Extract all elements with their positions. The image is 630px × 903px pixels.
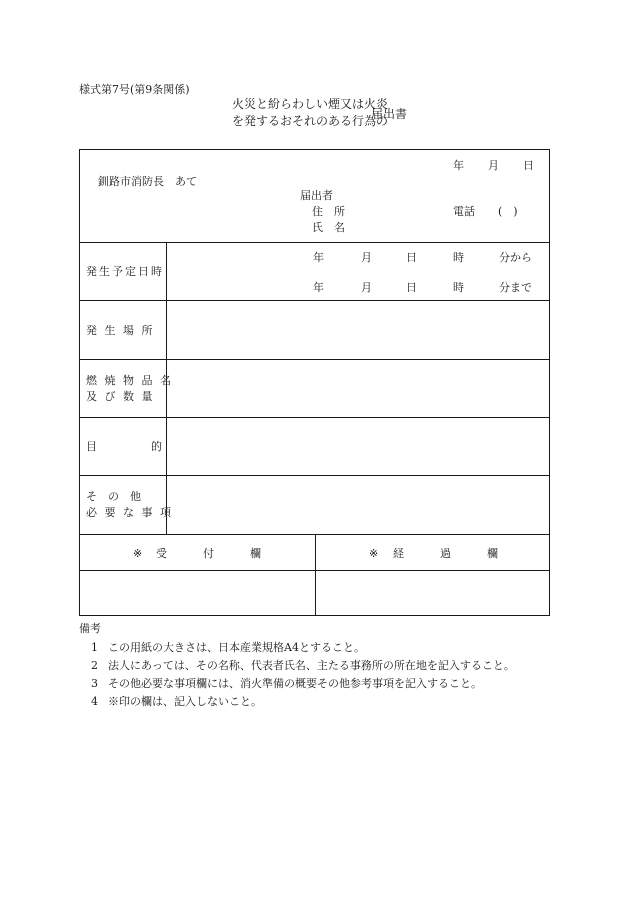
note-text: 法人にあっては、その名称、代表者氏名、主たる事務所の所在地を記入すること。 xyxy=(108,659,515,672)
name-label: 氏 名 xyxy=(312,221,345,234)
location-label: 発 生 場 所 xyxy=(86,324,155,337)
schedule-label: 発生予定日時 xyxy=(86,265,164,278)
divider xyxy=(80,300,549,301)
form-title-line2: を発するおそれのある行為の xyxy=(232,114,389,128)
form-title-suffix: 届出書 xyxy=(371,107,408,121)
progress-char-3: 欄 xyxy=(487,547,498,560)
divider xyxy=(166,242,167,534)
schedule-from-year: 年 xyxy=(313,251,324,264)
reception-char-1: 受 xyxy=(156,547,167,560)
schedule-to-month: 月 xyxy=(361,281,372,294)
progress-mark: ※ xyxy=(369,547,379,560)
reception-char-3: 欄 xyxy=(250,547,261,560)
purpose-label-b: 的 xyxy=(151,440,162,453)
divider xyxy=(80,475,549,476)
note-number: 4 xyxy=(91,695,98,708)
purpose-label-a: 目 xyxy=(86,440,97,453)
note-number: 2 xyxy=(91,659,98,672)
other-label-line2: 必 要 な 事 項 xyxy=(86,506,173,519)
schedule-to-day: 日 xyxy=(406,281,417,294)
schedule-from-day: 日 xyxy=(406,251,417,264)
note-text: その他必要な事項欄には、消火準備の概要その他参考事項を記入すること。 xyxy=(108,677,482,690)
note-text: この用紙の大きさは、日本産業規格A4とすること。 xyxy=(108,641,365,654)
form-number: 様式第7号(第9条関係) xyxy=(79,83,190,96)
schedule-to-minute: 分まで xyxy=(499,281,532,294)
header-year: 年 xyxy=(453,159,464,172)
progress-char-2: 過 xyxy=(440,547,451,560)
schedule-from-minute: 分から xyxy=(499,251,532,264)
items-label-line1: 燃 焼 物 品 名 xyxy=(86,374,173,387)
progress-char-1: 経 xyxy=(393,547,404,560)
items-label-line2: 及 び 数 量 xyxy=(86,390,155,403)
schedule-from-month: 月 xyxy=(361,251,372,264)
phone-parens: ( ) xyxy=(498,205,518,218)
form-title-line1: 火災と紛らわしい煙又は火炎 xyxy=(232,97,389,111)
divider xyxy=(80,242,549,243)
addressee: 釧路市消防長 あて xyxy=(98,175,197,188)
schedule-to-hour: 時 xyxy=(453,281,464,294)
schedule-to-year: 年 xyxy=(313,281,324,294)
divider xyxy=(80,417,549,418)
schedule-from-hour: 時 xyxy=(453,251,464,264)
divider xyxy=(80,359,549,360)
divider xyxy=(315,534,316,616)
notifier-label: 届出者 xyxy=(300,189,333,202)
phone-label: 電話 xyxy=(453,205,475,218)
notes-heading: 備考 xyxy=(79,622,101,635)
note-text: ※印の欄は、記入しないこと。 xyxy=(108,695,262,708)
reception-char-2: 付 xyxy=(203,547,214,560)
header-month: 月 xyxy=(488,159,499,172)
address-label: 住 所 xyxy=(312,205,345,218)
note-number: 3 xyxy=(91,677,98,690)
reception-mark: ※ xyxy=(133,547,143,560)
note-number: 1 xyxy=(91,641,98,654)
other-label-line1: そ の 他 xyxy=(86,490,141,503)
header-day: 日 xyxy=(523,159,534,172)
